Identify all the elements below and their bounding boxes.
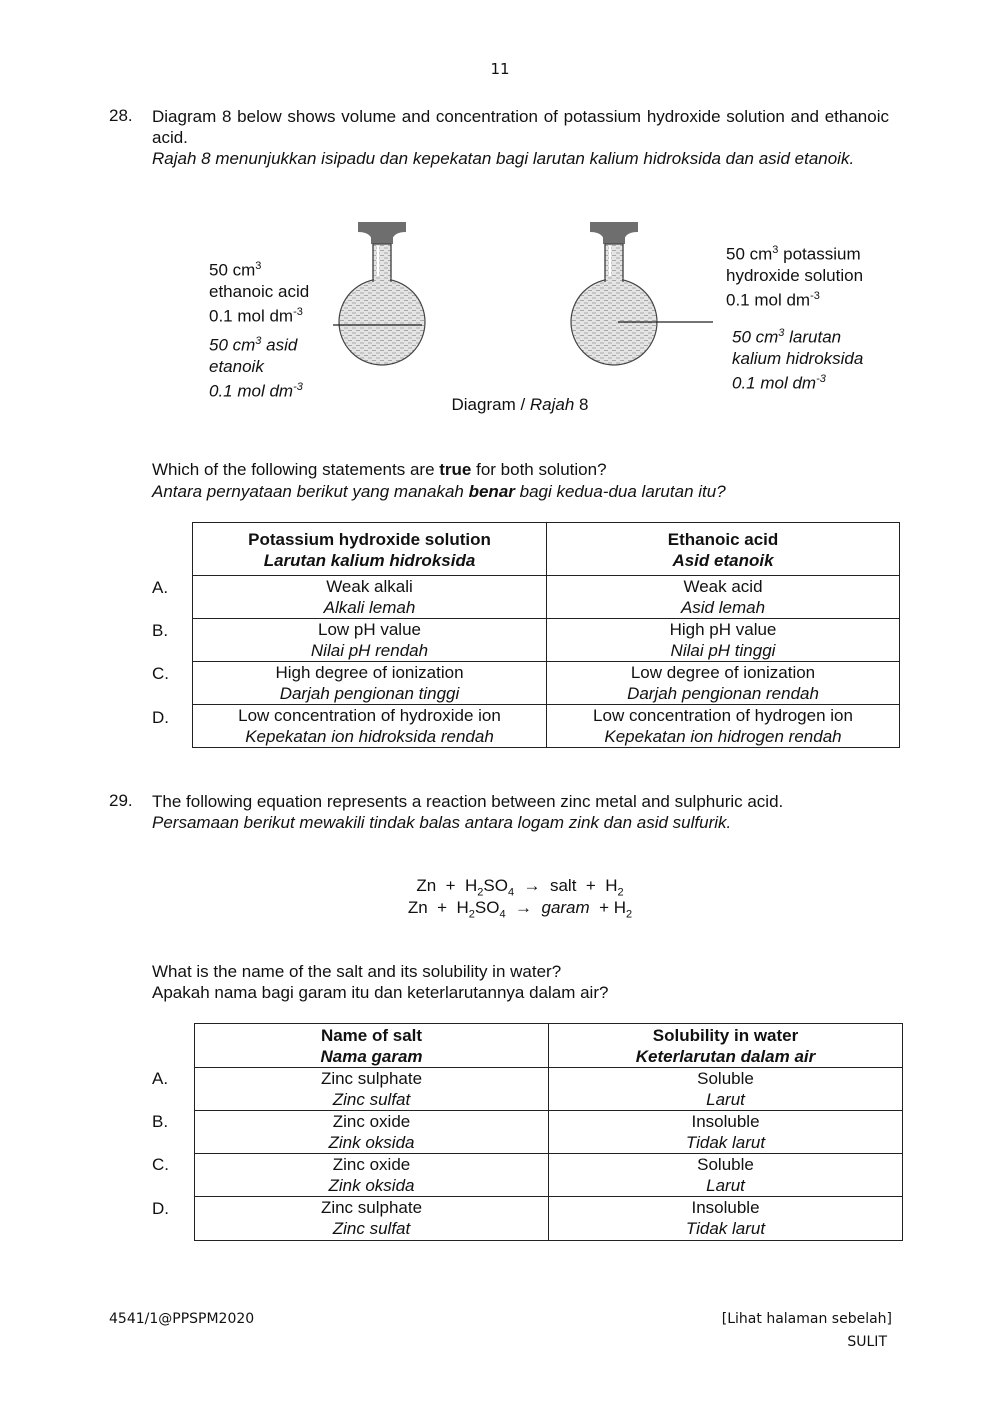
q28-option-b-letter[interactable]: B. bbox=[152, 621, 169, 640]
q29-option-c-letter[interactable]: C. bbox=[152, 1155, 169, 1174]
q28-option-c-letter[interactable]: C. bbox=[152, 664, 169, 683]
right-flask-icon bbox=[571, 222, 657, 365]
q28-options-table bbox=[192, 522, 900, 748]
table-header-row: Name of salt Nama garam Solubility in water Keterlarutan dalam air bbox=[195, 1024, 903, 1068]
footer-next-page: [Lihat halaman sebelah] bbox=[721, 1311, 892, 1327]
table-row: Zinc sulphate Zinc sulfat Soluble Larut bbox=[195, 1068, 903, 1111]
equation-en: $Zn + H_2SO_4$ → salt + $H_2$ bbox=[416, 876, 624, 899]
left-flask-label-en: 50 $cm^3$ ethanoic acid 0.1 mol $dm^{-3}$ bbox=[209, 260, 310, 326]
q29-option-b-letter[interactable]: B. bbox=[152, 1112, 169, 1131]
q28-text-en: Diagram 8 below shows volume and concentration of potassium hydroxide solution and ethanoic acid. bbox=[152, 107, 889, 147]
q29-question-en: What is the name of the salt and its solubility in water? bbox=[152, 962, 562, 981]
table-row: Low pH value Nilai pH rendah High pH value Nilai pH tinggi bbox=[193, 619, 900, 662]
q28-text-ms: Rajah 8 menunjukkan isipadu dan kepekatan bagi larutan kalium hidroksida dan asid etanoik. bbox=[152, 149, 855, 168]
table-row: Zinc oxide Zink oksida Insoluble Tidak larut bbox=[195, 1111, 903, 1154]
table-row: Zinc oxide Zink oksida Soluble Larut bbox=[195, 1154, 903, 1197]
q29-text-en: The following equation represents a reaction between zinc metal and sulphuric acid. bbox=[152, 792, 784, 811]
table-row: Zinc sulphate Zinc sulfat Insoluble Tidak larut bbox=[195, 1197, 903, 1241]
q28-question-ms: Antara pernyataan berikut yang manakah benar bagi kedua-dua larutan itu? bbox=[152, 482, 726, 501]
table-row: Low concentration of hydroxide ion Kepekatan ion hidroksida rendah Low concentration of hydrogen ion Kepekatan ion hidrogen rendah bbox=[193, 705, 900, 748]
table-row: Weak alkali Alkali lemah Weak acid Asid lemah bbox=[193, 576, 900, 619]
right-flask-label-ms: 50 $cm^3$ larutan kalium hidroksida 0.1 mol $dm^{-3}$ bbox=[732, 327, 864, 393]
footer-paper-code: 4541/1@PPSPM2020 bbox=[109, 1311, 255, 1327]
q28-question-en: Which of the following statements are true for both solution? bbox=[152, 460, 607, 479]
left-flask-icon bbox=[339, 222, 425, 365]
diagram-caption: Diagram / Rajah 8 bbox=[451, 395, 589, 414]
footer-classification: SULIT bbox=[847, 1334, 887, 1350]
q28-number: 28. bbox=[109, 106, 133, 125]
q29-question-ms: Apakah nama bagi garam itu dan keterlarutannya dalam air? bbox=[152, 983, 609, 1002]
q29-option-a-letter[interactable]: A. bbox=[152, 1069, 169, 1088]
page-number: 11 bbox=[490, 60, 510, 78]
q29-option-d-letter[interactable]: D. bbox=[152, 1199, 169, 1218]
left-flask-label-ms: 50 $cm^3$ asid etanoik 0.1 mol $dm^{-3}$ bbox=[209, 335, 303, 401]
equation-ms: $Zn + H_2SO_4$ → garam + $H_2$ bbox=[407, 898, 633, 921]
q29-options-table bbox=[194, 1023, 903, 1241]
q28-option-a-letter[interactable]: A. bbox=[152, 578, 169, 597]
table-row: High degree of ionization Darjah pengionan tinggi Low degree of ionization Darjah pengionan rendah bbox=[193, 662, 900, 705]
table-header-row: Potassium hydroxide solution Larutan kalium hidroksida Ethanoic acid Asid etanoik bbox=[193, 523, 900, 576]
q29-text-ms: Persamaan berikut mewakili tindak balas antara logam zink dan asid sulfurik. bbox=[152, 813, 732, 832]
q29-number: 29. bbox=[109, 791, 133, 810]
q28-option-d-letter[interactable]: D. bbox=[152, 708, 169, 727]
flask-diagram bbox=[320, 212, 720, 392]
right-flask-label-en: 50 $cm^3$ potassium hydroxide solution 0.1 mol $dm^{-3}$ bbox=[726, 244, 864, 310]
